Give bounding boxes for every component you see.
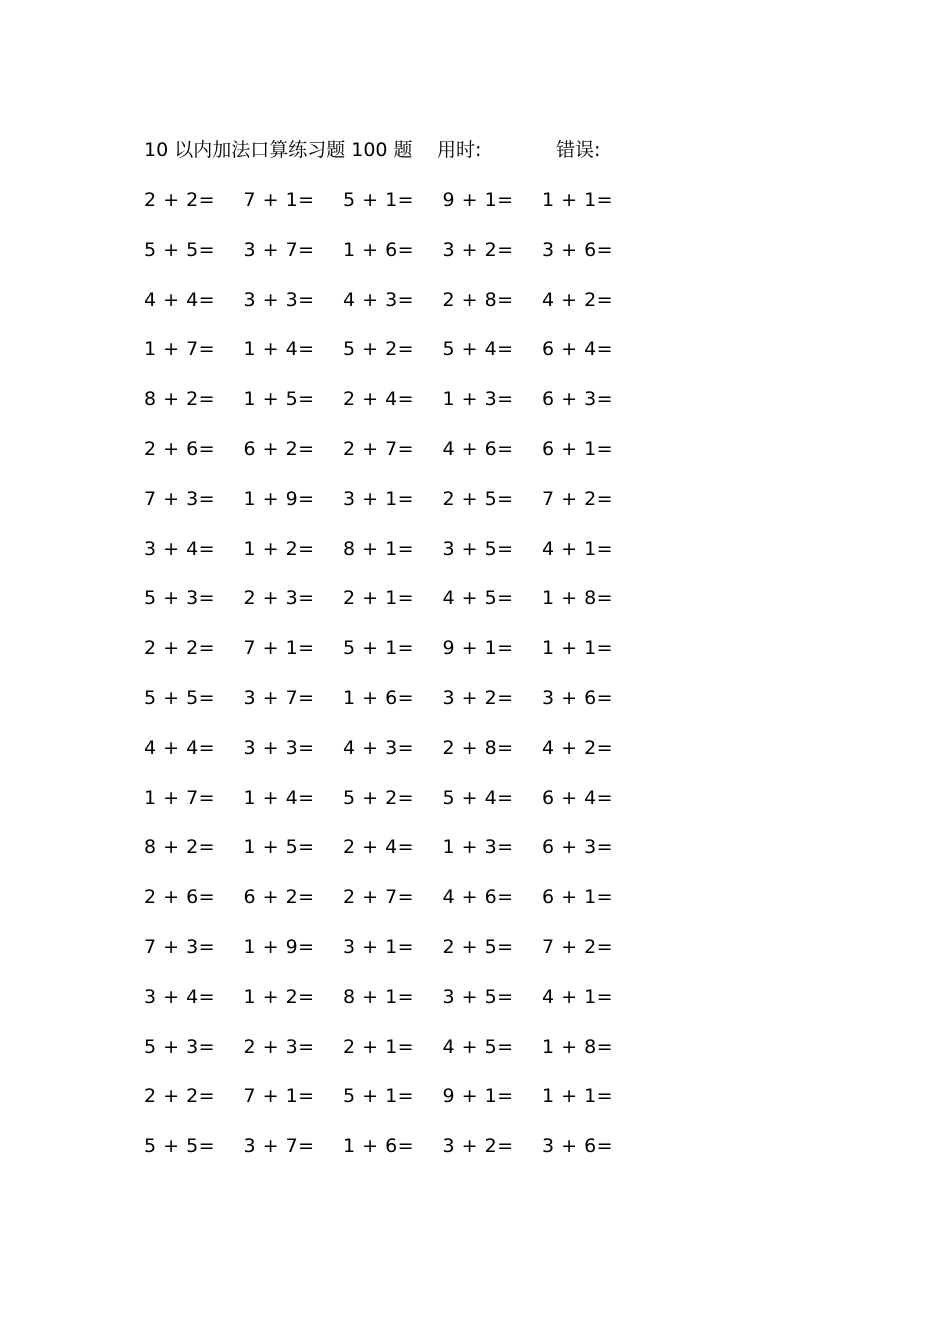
problem-item: 1 + 5= (243, 388, 315, 411)
problem-item: 6 + 4= (542, 338, 614, 361)
problem-item: 1 + 4= (243, 338, 315, 361)
problem-item: 1 + 1= (542, 189, 614, 211)
problem-item: 1 + 3= (442, 836, 514, 859)
problem-item: 1 + 2= (243, 537, 315, 560)
problem-item: 7 + 3= (144, 935, 216, 958)
problem-item: 4 + 4= (144, 736, 216, 759)
problem-item: 9 + 1= (442, 637, 514, 660)
problem-item: 5 + 5= (144, 1135, 216, 1158)
problem-item: 6 + 2= (243, 886, 315, 909)
problem-item: 1 + 7= (144, 786, 216, 809)
problem-item: 9 + 1= (442, 1085, 514, 1108)
problem-item: 7 + 1= (243, 189, 315, 211)
problem-item: 1 + 9= (243, 487, 315, 510)
problem-item: 3 + 7= (243, 238, 315, 261)
problem-item: 2 + 3= (243, 1035, 315, 1058)
problem-item: 1 + 3= (442, 388, 514, 411)
problem-item: 4 + 2= (542, 736, 614, 759)
problem-item: 4 + 1= (542, 537, 614, 560)
errors-label: 错误: (556, 139, 601, 161)
problem-item: 3 + 2= (442, 1135, 514, 1158)
problem-item: 2 + 2= (144, 1085, 216, 1108)
problem-item: 5 + 2= (343, 786, 415, 809)
problem-item: 5 + 3= (144, 1035, 216, 1058)
problem-item: 2 + 5= (442, 487, 514, 510)
problem-item: 2 + 4= (343, 836, 415, 859)
problem-item: 4 + 6= (442, 886, 514, 909)
problem-item: 3 + 2= (442, 238, 514, 261)
problem-item: 1 + 1= (542, 637, 614, 660)
problem-item: 3 + 2= (442, 686, 514, 709)
problem-item: 3 + 4= (144, 537, 216, 560)
problem-item: 2 + 1= (343, 587, 415, 610)
problem-item: 1 + 6= (343, 238, 415, 261)
problem-item: 1 + 4= (243, 786, 315, 809)
problem-item: 7 + 1= (243, 1085, 315, 1108)
problem-item: 1 + 2= (243, 985, 315, 1008)
problem-item: 2 + 7= (343, 437, 415, 460)
problem-item: 3 + 1= (343, 935, 415, 958)
problem-item: 2 + 2= (144, 637, 216, 660)
problem-item: 3 + 3= (243, 736, 315, 759)
problem-item: 4 + 3= (343, 736, 415, 759)
problem-item: 1 + 1= (542, 1085, 614, 1108)
problem-item: 3 + 1= (343, 487, 415, 510)
problem-item: 5 + 1= (343, 637, 415, 660)
problem-item: 3 + 7= (243, 1135, 315, 1158)
problem-item: 4 + 1= (542, 985, 614, 1008)
problem-item: 7 + 3= (144, 487, 216, 510)
problem-item: 1 + 7= (144, 338, 216, 361)
problem-item: 5 + 1= (343, 189, 415, 211)
problem-item: 6 + 2= (243, 437, 315, 460)
problem-item: 2 + 7= (343, 886, 415, 909)
problem-item: 7 + 2= (542, 935, 614, 958)
problem-item: 4 + 6= (442, 437, 514, 460)
problem-item: 2 + 5= (442, 935, 514, 958)
problem-item: 6 + 3= (542, 388, 614, 411)
problem-item: 9 + 1= (442, 189, 514, 211)
problem-item: 1 + 9= (243, 935, 315, 958)
problem-item: 8 + 1= (343, 537, 415, 560)
problem-item: 5 + 3= (144, 587, 216, 610)
problem-item: 8 + 2= (144, 388, 216, 411)
problem-item: 4 + 2= (542, 288, 614, 311)
problem-item: 3 + 6= (542, 238, 614, 261)
problem-item: 1 + 6= (343, 1135, 415, 1158)
problem-item: 3 + 5= (442, 985, 514, 1008)
problem-item: 4 + 3= (343, 288, 415, 311)
problem-item: 4 + 5= (442, 1035, 514, 1058)
problem-item: 2 + 6= (144, 886, 216, 909)
problem-item: 6 + 3= (542, 836, 614, 859)
problem-item: 4 + 4= (144, 288, 216, 311)
problem-item: 2 + 1= (343, 1035, 415, 1058)
problem-item: 6 + 1= (542, 437, 614, 460)
time-label: 用时: (437, 139, 482, 161)
problem-item: 5 + 5= (144, 238, 216, 261)
problem-item: 7 + 1= (243, 637, 315, 660)
worksheet-header (0, 136, 950, 164)
problem-item: 1 + 8= (542, 1035, 614, 1058)
problem-item: 3 + 7= (243, 686, 315, 709)
problem-item: 2 + 6= (144, 437, 216, 460)
problem-item: 5 + 5= (144, 686, 216, 709)
problem-item: 1 + 6= (343, 686, 415, 709)
problem-item: 2 + 2= (144, 189, 216, 211)
problem-item: 5 + 2= (343, 338, 415, 361)
problem-item: 1 + 5= (243, 836, 315, 859)
problem-item: 8 + 2= (144, 836, 216, 859)
problem-item: 8 + 1= (343, 985, 415, 1008)
problem-item: 3 + 5= (442, 537, 514, 560)
problem-item: 5 + 4= (442, 786, 514, 809)
problem-item: 2 + 4= (343, 388, 415, 411)
problem-item: 3 + 6= (542, 686, 614, 709)
worksheet-title: 10 以内加法口算练习题 100 题 (144, 139, 413, 161)
problem-item: 5 + 1= (343, 1085, 415, 1108)
problem-item: 2 + 8= (442, 736, 514, 759)
problem-item: 3 + 4= (144, 985, 216, 1008)
problem-item: 2 + 3= (243, 587, 315, 610)
problem-item: 6 + 4= (542, 786, 614, 809)
problem-item: 6 + 1= (542, 886, 614, 909)
problem-item: 7 + 2= (542, 487, 614, 510)
problem-item: 4 + 5= (442, 587, 514, 610)
problem-item: 3 + 3= (243, 288, 315, 311)
problem-item: 1 + 8= (542, 587, 614, 610)
problem-item: 5 + 4= (442, 338, 514, 361)
problem-item: 2 + 8= (442, 288, 514, 311)
problem-item: 3 + 6= (542, 1135, 614, 1158)
